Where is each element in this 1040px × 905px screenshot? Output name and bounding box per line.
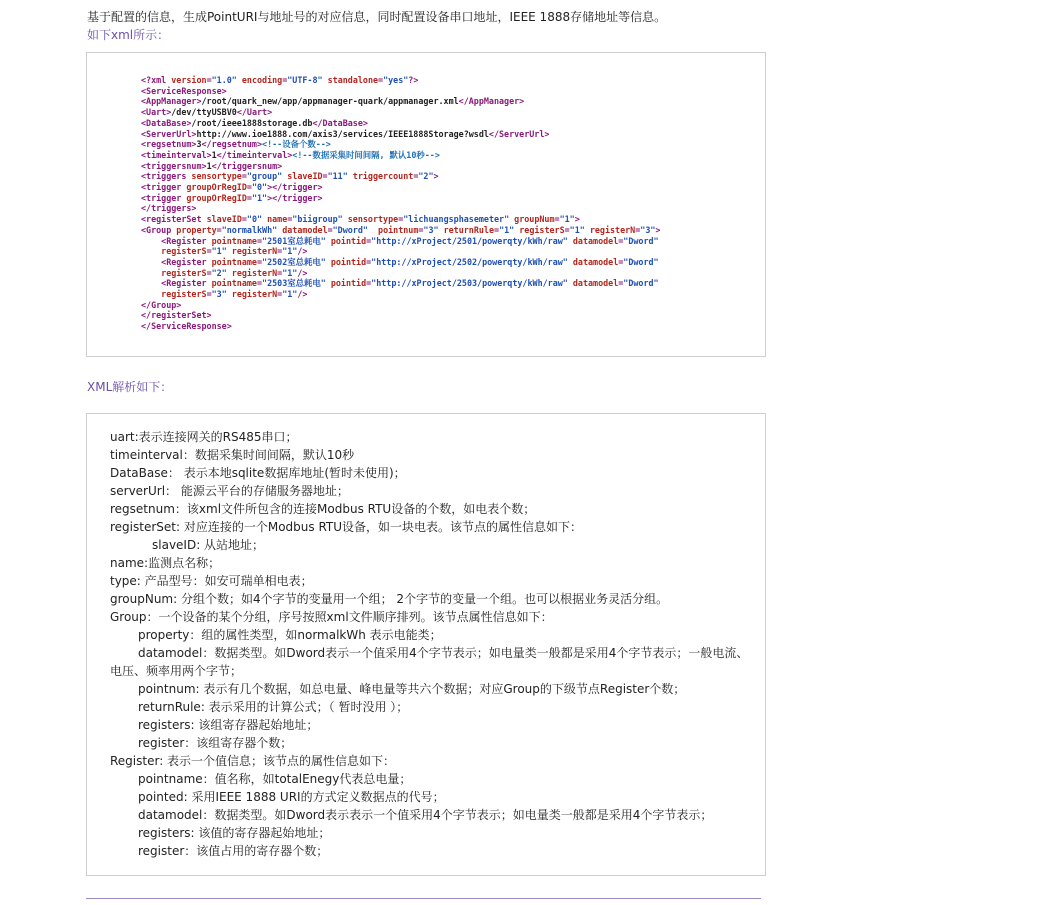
- xml-token: "2502室总耗电": [262, 256, 331, 267]
- xml-token: "3": [640, 224, 656, 235]
- xml-token: "biigroup": [292, 214, 348, 225]
- xml-code-box: [86, 52, 766, 357]
- xml-token: "1": [211, 246, 232, 257]
- xml-token: <Register: [161, 235, 212, 246]
- description-line: register：该值占用的寄存器个数；: [138, 844, 329, 858]
- xml-token: >: [655, 224, 661, 235]
- xml-token: =: [418, 224, 424, 235]
- xml-token: =: [277, 246, 283, 257]
- xml-token: </timeinterval>: [216, 149, 293, 160]
- xml-token: pointid: [330, 256, 367, 267]
- xml-token: =: [378, 75, 384, 85]
- xml-token: standalone: [327, 75, 379, 85]
- xml-token: ></trigger>: [267, 182, 323, 193]
- xml-token: </DataBase>: [312, 117, 368, 128]
- xml-token: "1": [251, 192, 268, 203]
- xml-code-line: [141, 96, 660, 107]
- xml-token: ?>: [408, 75, 419, 85]
- xml-token: sensortype: [347, 214, 399, 225]
- xml-token: <!--数据采集时间间隔, 默认10秒-->: [292, 149, 440, 160]
- xml-token: =: [246, 182, 252, 193]
- description-line: property：组的属性类型，如normalkWh 表示电能类；: [138, 628, 442, 642]
- xml-token: =: [241, 171, 247, 182]
- xml-code-line: [141, 268, 660, 279]
- xml-token: registerS: [161, 267, 207, 278]
- xml-token: "3": [211, 289, 232, 300]
- xml-token: =: [206, 75, 212, 85]
- xml-token: [141, 246, 161, 256]
- xml-code-line: [141, 171, 660, 182]
- xml-token: <Register: [161, 256, 212, 267]
- xml-code-line: [141, 321, 660, 332]
- xml-token: "http://xProject/2502/powerqty/kWh/raw": [371, 256, 573, 267]
- description-line: pointed: 采用IEEE 1888 URI的方式定义数据点的代号；: [138, 790, 445, 804]
- xml-code-line: [141, 257, 660, 268]
- xml-token: <timeinterval>: [141, 149, 212, 160]
- description-line: serverUrl： 能源云平台的存储服务器地址；: [110, 484, 349, 498]
- xml-token: >: [574, 214, 580, 225]
- xml-token: </Group>: [141, 299, 182, 310]
- xml-token: </Uart>: [236, 107, 273, 118]
- xml-token: "1": [559, 214, 575, 225]
- xml-token: triggercount: [352, 171, 414, 182]
- xml-token: <?xml: [141, 75, 172, 85]
- xml-code-line: [141, 310, 660, 321]
- xml-code-block: [141, 75, 660, 332]
- description-line: name:监测点名称；: [110, 556, 221, 570]
- xml-token: <AppManager>: [141, 96, 202, 107]
- xml-token: sensortype: [191, 171, 242, 182]
- xml-token: "2": [418, 171, 434, 182]
- xml-token: /dev/ttyUSBV0: [171, 107, 237, 118]
- xml-token: "yes": [383, 75, 409, 85]
- xml-code-line: [141, 278, 660, 289]
- xml-token: "Dword": [623, 235, 659, 246]
- xml-token: <regsetnum>: [141, 139, 197, 150]
- xml-token: <trigger: [141, 192, 187, 203]
- xml-token: <trigger: [141, 182, 187, 193]
- xml-token: pointname: [211, 235, 257, 246]
- xml-token: "2503室总耗电": [262, 278, 331, 289]
- intro-text: 基于配置的信息，生成PointURI与地址号的对应信息，同时配置设备串口地址，IEEE 1888存储地址等信息。: [87, 10, 667, 24]
- xml-token: =: [618, 278, 624, 289]
- xml-token: =: [206, 289, 212, 300]
- xml-token: "http://xProject/2503/powerqty/kWh/raw": [371, 278, 573, 289]
- xml-token: =: [282, 75, 288, 85]
- xml-token: [141, 257, 161, 267]
- description-line: registers: 该值的寄存器起始地址；: [138, 826, 331, 840]
- xml-token: pointid: [330, 278, 367, 289]
- xml-token: "Dword": [623, 278, 659, 289]
- xml-token: =: [366, 256, 372, 267]
- xml-code-line: [141, 150, 660, 161]
- xml-token: <ServiceResponse>: [141, 85, 227, 96]
- xml-token: datamodel: [282, 224, 328, 235]
- xml-token: =: [256, 278, 263, 289]
- xml-code-line: [141, 236, 660, 247]
- xml-token: pointname: [211, 256, 257, 267]
- xml-token: =: [494, 224, 500, 235]
- xml-token: <triggersnum>: [141, 160, 207, 171]
- description-line: registers: 该组寄存器起始地址；: [138, 718, 319, 732]
- xml-token: =: [206, 246, 212, 257]
- xml-token: =: [366, 235, 372, 246]
- xml-token: "group": [246, 171, 288, 182]
- description-line: datamodel：数据类型。如Dword表示一个值采用4个字节表示；如电量类一般都是采用4个字节表示；一般电流、电压、频率用两个字节；: [110, 646, 749, 678]
- description-line: Group：一个设备的某个分组，序号按照xml文件顺序排列。该节点属性信息如下：: [110, 610, 553, 624]
- description-line: returnRule: 表示采用的计算公式；（ 暂时没用 ）；: [138, 700, 409, 714]
- xml-token: registerN: [231, 267, 278, 278]
- xml-token: "2501室总耗电": [262, 235, 331, 246]
- xml-token: </triggers>: [141, 203, 197, 214]
- xml-token: groupOrRegID: [186, 192, 247, 203]
- xml-token: /root/quark_new/app/appmanager-quark/appmanager.xml: [201, 96, 459, 107]
- description-line: register：该组寄存器个数；: [138, 736, 293, 750]
- xml-token: =: [287, 214, 293, 225]
- xml-example-label: 如下xml所示：: [87, 28, 170, 42]
- description-line: pointname：值名称，如totalEnegy代表总电量；: [138, 772, 412, 786]
- xml-token: "3": [423, 224, 444, 235]
- xml-token: />: [297, 267, 308, 278]
- intro-section: [87, 8, 666, 44]
- xml-token: registerN: [231, 246, 278, 257]
- xml-token: 3: [196, 139, 202, 150]
- xml-token: <Group: [141, 224, 177, 235]
- xml-token: <DataBase>: [141, 117, 192, 128]
- xml-token: <Register: [161, 278, 212, 289]
- xml-token: =: [635, 224, 641, 235]
- xml-token: "0": [246, 214, 268, 225]
- xml-code-line: [141, 203, 660, 214]
- xml-token: pointname: [211, 278, 257, 289]
- description-line: pointnum: 表示有几个数据，如总电量、峰电量等共六个数据；对应Group的下级节点Register个数；: [138, 682, 686, 696]
- xml-token: name: [267, 214, 288, 225]
- xml-token: datamodel: [572, 278, 619, 289]
- xml-token: /root/ieee1888storage.db: [191, 117, 313, 128]
- xml-token: </ServerUrl>: [488, 128, 550, 139]
- xml-token: "normalkWh": [221, 224, 283, 235]
- xml-token: "1.0": [211, 75, 242, 85]
- description-line: groupNum: 分组个数；如4个字节的变量用一个组； 2个字节的变量一个组。也可以根据业务灵活分组。: [110, 592, 669, 606]
- xml-code-line: [141, 214, 660, 225]
- xml-code-line: [141, 225, 660, 236]
- xml-code-line: [141, 300, 660, 311]
- description-line: registerSet: 对应连接的一个Modbus RTU设备，如一块电表。该节点的属性信息如下：: [110, 520, 583, 534]
- xml-token: [141, 268, 161, 278]
- xml-token: =: [413, 171, 419, 182]
- xml-token: <!--设备个数-->: [262, 139, 331, 150]
- xml-token: returnRule: [443, 224, 495, 235]
- xml-token: </regsetnum>: [201, 139, 263, 150]
- xml-token: slaveID: [206, 214, 242, 225]
- xml-code-line: [141, 75, 660, 86]
- xml-token: 1: [211, 149, 217, 160]
- xml-token: registerS: [519, 224, 565, 235]
- xml-token: =: [256, 235, 263, 246]
- xml-token: "Dword": [332, 224, 379, 235]
- xml-token: registerS: [161, 289, 207, 300]
- xml-token: =: [277, 267, 283, 278]
- xml-token: groupOrRegID: [186, 182, 247, 193]
- description-line: uart:表示连接网关的RS485串口；: [110, 430, 298, 444]
- xml-token: =: [564, 224, 570, 235]
- xml-token: "1": [499, 224, 520, 235]
- xml-token: "2": [211, 267, 232, 278]
- xml-parse-heading: XML解析如下：: [87, 380, 173, 394]
- xml-token: registerN: [589, 224, 636, 235]
- xml-token: http://www.ioe1888.com/axis3/services/IEEE1888Storage?wsdl: [196, 128, 489, 139]
- description-list: [110, 428, 760, 860]
- xml-token: =: [256, 256, 263, 267]
- xml-token: datamodel: [572, 235, 619, 246]
- xml-token: "1": [282, 267, 298, 278]
- xml-code-line: [141, 246, 660, 257]
- description-line: timeinterval：数据采集时间间隔，默认10秒: [110, 448, 355, 462]
- xml-token: [141, 278, 161, 288]
- xml-code-line: [141, 129, 660, 140]
- xml-token: =: [206, 267, 212, 278]
- xml-token: />: [297, 246, 308, 257]
- description-line: Register: 表示一个值信息；该节点的属性信息如下：: [110, 754, 396, 768]
- xml-code-line: [141, 86, 660, 97]
- xml-token: pointnum: [378, 224, 419, 235]
- xml-token: =: [618, 256, 624, 267]
- xml-code-line: [141, 182, 660, 193]
- xml-token: <Uart>: [141, 107, 172, 118]
- xml-token: =: [366, 278, 372, 289]
- xml-token: registerN: [231, 289, 278, 300]
- xml-token: =: [241, 214, 247, 225]
- xml-code-line: [141, 161, 660, 172]
- xml-token: =: [554, 214, 560, 225]
- xml-token: groupNum: [514, 214, 555, 225]
- xml-token: </registerSet>: [141, 310, 212, 321]
- xml-token: "Dword": [623, 256, 659, 267]
- xml-token: =: [246, 192, 252, 203]
- xml-token: =: [398, 214, 404, 225]
- xml-token: =: [216, 224, 222, 235]
- xml-token: />: [297, 289, 308, 300]
- xml-token: "http://xProject/2501/powerqty/kWh/raw": [371, 235, 573, 246]
- bottom-divider: [86, 898, 761, 899]
- description-line: type: 产品型号：如安可瑞单相电表；: [110, 574, 313, 588]
- xml-token: <registerSet: [141, 214, 207, 225]
- xml-code-line: [141, 139, 660, 150]
- xml-token: =: [327, 224, 333, 235]
- xml-token: [141, 236, 161, 246]
- xml-token: slaveID: [287, 171, 323, 182]
- xml-token: <triggers: [141, 171, 192, 182]
- xml-token: 1: [206, 160, 212, 171]
- xml-token: "1": [282, 246, 298, 257]
- xml-token: "1": [282, 289, 298, 300]
- xml-code-line: [141, 193, 660, 204]
- xml-token: datamodel: [572, 256, 619, 267]
- xml-code-line: [141, 118, 660, 129]
- xml-token: property: [176, 224, 217, 235]
- xml-token: =: [322, 171, 328, 182]
- xml-token: "1": [569, 224, 590, 235]
- xml-token: "lichuangsphasemeter": [403, 214, 515, 225]
- description-line: regsetnum：该xml文件所包含的连接Modbus RTU设备的个数，如电表个数；: [110, 502, 536, 516]
- xml-token: </ServiceResponse>: [141, 321, 232, 332]
- xml-token: >: [433, 171, 439, 182]
- description-line: slaveID: 从站地址；: [152, 538, 265, 552]
- xml-token: =: [277, 289, 283, 300]
- xml-token: "UTF-8": [287, 75, 328, 85]
- description-line: datamodel：数据类型。如Dword表示表示一个值采用4个字节表示；如电量类一般都是采用4个字节表示；: [138, 808, 713, 822]
- xml-token: encoding: [241, 75, 283, 85]
- xml-token: "11": [327, 171, 353, 182]
- xml-code-line: [141, 289, 660, 300]
- xml-token: </triggersnum>: [211, 160, 283, 171]
- xml-token: =: [618, 235, 624, 246]
- xml-code-line: [141, 107, 660, 118]
- xml-token: "0": [251, 182, 268, 193]
- description-line: DataBase： 表示本地sqlite数据库地址(暂时未使用)；: [110, 466, 406, 480]
- xml-token: pointid: [330, 235, 367, 246]
- xml-token: registerS: [161, 246, 207, 257]
- xml-token: <ServerUrl>: [141, 128, 197, 139]
- xml-token: </AppManager>: [458, 96, 525, 107]
- xml-token: [141, 289, 161, 299]
- xml-description-box: [86, 413, 766, 876]
- xml-token: version: [171, 75, 207, 85]
- xml-token: ></trigger>: [267, 192, 323, 203]
